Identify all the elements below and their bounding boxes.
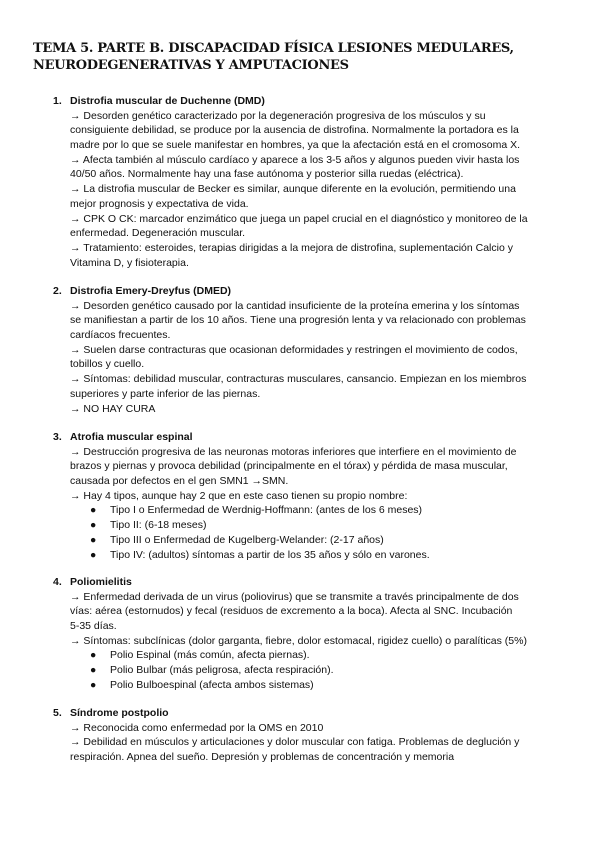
text-line: respiración. Apnea del sueño. Depresión y problemas de concentración y memoria — [70, 751, 455, 764]
bullet-icon: ● — [90, 533, 97, 546]
text-line: mejor prognosis y expectativa de vida. — [70, 197, 249, 210]
list-item-text: Tipo IV: (adultos) síntomas a partir de los 35 años y sólo en varones. — [110, 548, 430, 561]
section-heading — [53, 430, 193, 445]
text-line: vías: aérea (estornudos) y fecal (residuos de excremento a la boca). Afecta al SNC. Incubación — [70, 605, 513, 618]
bullet-icon: ● — [90, 649, 97, 662]
section-heading — [53, 706, 169, 721]
text-line: enfermedad. Degeneración muscular. — [70, 227, 246, 240]
title-line: TEMA 5. PARTE B. DISCAPACIDAD FÍSICA LESIONES MEDULARES, — [33, 41, 514, 56]
document-title — [33, 40, 573, 74]
list-item — [90, 548, 560, 563]
text-line: → Síntomas: subclínicas (dolor garganta, fiebre, dolor estomacal, rigidez cuello) o paralíticas (5%) — [70, 634, 527, 647]
title-line: NEURODEGENERATIVAS Y AMPUTACIONES — [33, 58, 349, 73]
list-item-text: Polio Bulboespinal (afecta ambos sistemas) — [110, 678, 314, 691]
text-line: → Hay 4 tipos, aunque hay 2 que en este caso tienen su propio nombre: — [70, 489, 408, 502]
section-body — [70, 299, 560, 417]
text-line: → Debilidad en músculos y articulaciones y dolor muscular con fatiga. Problemas de deglución y — [70, 736, 520, 749]
text-line: se manifiestan a partir de los 10 años. Tiene una progresión lenta y va relacionado con problemas — [70, 314, 526, 327]
text-line: → Tratamiento: esteroides, terapias dirigidas a la mejora de distrofina, suplementación Calcio y — [70, 241, 513, 254]
text-line: consiguiente debilidad, se produce por la ausencia de distrofina. Normalmente la portadora es la — [70, 124, 519, 137]
text-line: → La distrofia muscular de Becker es similar, aunque diferente en la evolución, permitiendo una — [70, 183, 516, 196]
text-line: → Enfermedad derivada de un virus (poliovirus) que se transmite a través principalmente de dos — [70, 590, 519, 603]
text-line: cardíacos frecuentes. — [70, 329, 171, 342]
text-line: 5-35 días. — [70, 620, 117, 633]
list-item-text: Polio Espinal (más común, afecta piernas). — [110, 649, 310, 662]
list-item — [90, 533, 560, 548]
section-title: Distrofia muscular de Duchenne (DMD) — [70, 95, 265, 107]
section-number: 5. — [53, 707, 62, 719]
bullet-list — [70, 503, 560, 562]
text-line: brazos y piernas y provoca debilidad (principalmente en el tórax) y pérdida de masa muscular, — [70, 460, 508, 473]
text-line: Vitamina D, y fisioterapia. — [70, 256, 189, 269]
section-title: Atrofia muscular espinal — [70, 431, 193, 443]
text-line: → Destrucción progresiva de las neuronas motoras inferiores que interfiere en el movimiento de — [70, 445, 517, 458]
text-line: → Afecta también al músculo cardíaco y aparece a los 3-5 años y algunos pueden vivir hasta los — [70, 153, 520, 166]
text-line: → Suelen darse contracturas que ocasionan deformidades y restringen el movimiento de codos, — [70, 343, 518, 356]
bullet-icon: ● — [90, 504, 97, 517]
text-line: → CPK O CK: marcador enzimático que juega un papel crucial en el diagnóstico y monitoreo de la — [70, 212, 528, 225]
section-number: 2. — [53, 285, 62, 297]
bullet-list — [70, 648, 560, 692]
section-heading — [53, 575, 132, 590]
section-heading — [53, 284, 231, 299]
text-line: → NO HAY CURA — [70, 402, 156, 415]
list-item — [90, 678, 560, 693]
section-number: 1. — [53, 95, 62, 107]
bullet-icon: ● — [90, 519, 97, 532]
section-heading — [53, 94, 265, 109]
list-item — [90, 518, 560, 533]
text-line: → Reconocida como enfermedad por la OMS en 2010 — [70, 721, 324, 734]
section-body — [70, 590, 560, 693]
list-item-text: Polio Bulbar (más peligrosa, afecta respiración). — [110, 664, 334, 677]
list-item — [90, 503, 560, 518]
section-title: Distrofia Emery-Dreyfus (DMED) — [70, 285, 232, 297]
list-item-text: Tipo I o Enfermedad de Werdnig-Hoffmann: (antes de los 6 meses) — [110, 504, 423, 517]
section-title: Síndrome postpolio — [70, 707, 169, 719]
section-number: 4. — [53, 576, 62, 588]
text-line: causada por defectos en el gen SMN1 →SMN. — [70, 475, 289, 488]
list-item — [90, 663, 560, 678]
text-line: 40/50 años. Normalmente hay una fase autónoma y posterior silla ruedas (eléctrica). — [70, 168, 464, 181]
bullet-icon: ● — [90, 678, 97, 691]
section-title: Poliomielitis — [70, 576, 132, 588]
text-line: → Síntomas: debilidad muscular, contracturas musculares, cansancio. Empiezan en los miembros — [70, 373, 527, 386]
bullet-icon: ● — [90, 548, 97, 561]
text-line: superiores y parte inferior de las piernas. — [70, 387, 261, 400]
text-line: madre por lo que se suele manifestar en hombres, ya que la afectación está en el cromosoma X. — [70, 139, 520, 152]
section-body — [70, 445, 560, 563]
text-line: → Desorden genético caracterizado por la degeneración progresiva de los músculos y su — [70, 109, 486, 122]
bullet-icon: ● — [90, 664, 97, 677]
list-item — [90, 648, 560, 663]
list-item-text: Tipo II: (6-18 meses) — [110, 519, 207, 532]
section-number: 3. — [53, 431, 62, 443]
section-body — [70, 109, 560, 271]
list-item-text: Tipo III o Enfermedad de Kugelberg-Welander: (2-17 años) — [110, 533, 384, 546]
text-line: tobillos y cuello. — [70, 358, 145, 371]
section-body — [70, 721, 560, 765]
text-line: → Desorden genético causado por la cantidad insuficiente de la proteína emerina y los síntomas — [70, 299, 520, 312]
